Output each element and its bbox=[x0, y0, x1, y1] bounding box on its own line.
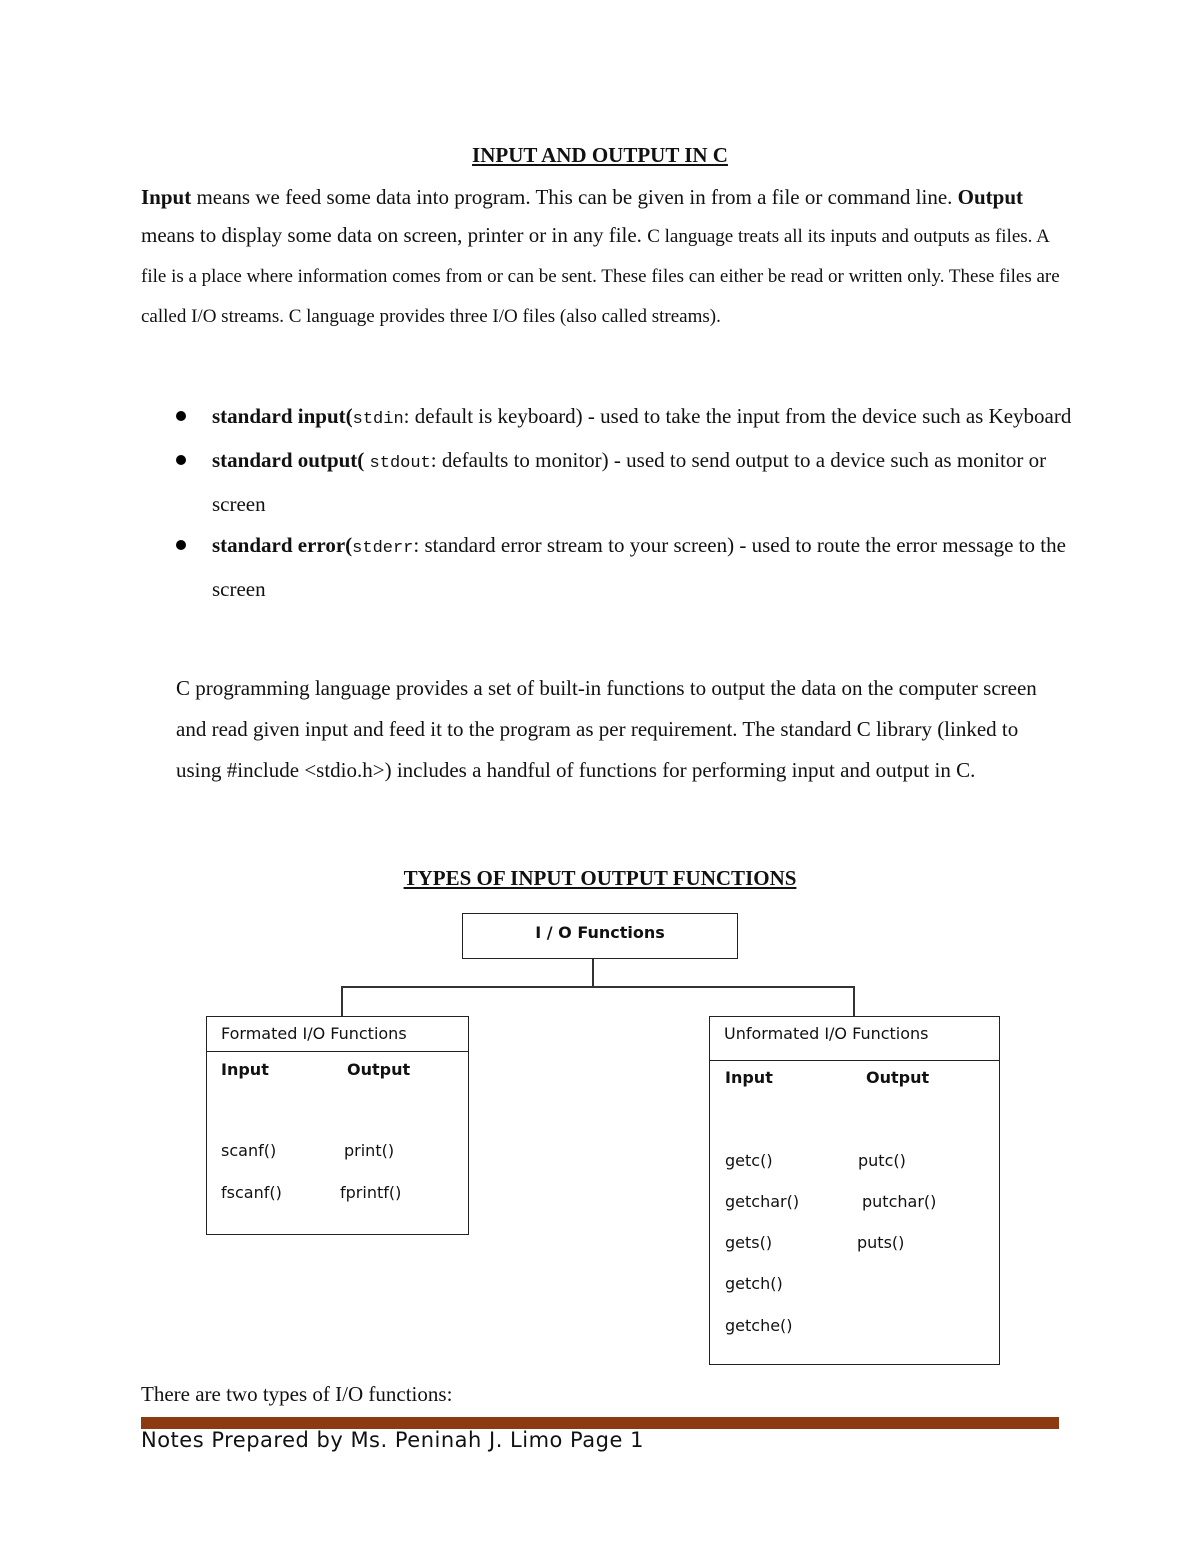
closing-text: There are two types of I/O functions: bbox=[141, 1382, 453, 1406]
bullet-label: standard output( bbox=[212, 448, 370, 472]
unformatted-title: Unformated I/O Functions bbox=[710, 1017, 999, 1061]
input-label: Input bbox=[141, 185, 192, 209]
bullet-icon bbox=[176, 540, 186, 550]
unformatted-output-fn: puts() bbox=[857, 1233, 905, 1252]
bullet-code: stdout bbox=[369, 454, 431, 473]
connector-line bbox=[341, 986, 855, 988]
bullet-label: standard input( bbox=[212, 404, 353, 428]
library-paragraph: C programming language provides a set of built-in functions to output the data on the computer screen and read given input and feed it to the program as per requirement. The standard C library (linked to using #include <stdio.h>) includes a handful of functions for performing input and output in C. bbox=[176, 676, 1037, 782]
connector-line bbox=[853, 986, 855, 1016]
formatted-output-fn: print() bbox=[344, 1141, 395, 1160]
connector-line bbox=[341, 986, 343, 1016]
unformatted-input-fn: getch() bbox=[725, 1274, 783, 1293]
unformatted-input-fn: gets() bbox=[725, 1233, 773, 1252]
bullet-code: stdin bbox=[352, 410, 404, 429]
root-label: I / O Functions bbox=[535, 923, 665, 942]
list-item bbox=[176, 396, 1076, 440]
output-text: means to display some data on screen, printer or in any file. bbox=[141, 223, 648, 247]
unformatted-input-fn: getchar() bbox=[725, 1192, 800, 1211]
formatted-input-fn: scanf() bbox=[221, 1141, 277, 1160]
unformatted-input-fn: getc() bbox=[725, 1151, 773, 1170]
bullet-text: : defaults to monitor) - used to send output to a device such as monitor or screen bbox=[212, 448, 1047, 516]
unformatted-output-header: Output bbox=[866, 1068, 930, 1087]
bullet-text: : default is keyboard) - used to take the input from the device such as Keyboard bbox=[403, 404, 1072, 428]
stream-list bbox=[176, 396, 1076, 610]
unformatted-input-header: Input bbox=[725, 1068, 773, 1087]
page-title: INPUT AND OUTPUT IN C bbox=[472, 143, 728, 167]
output-label: Output bbox=[957, 185, 1024, 209]
connector-line bbox=[592, 959, 594, 986]
intro-rest-text: C language treats all its inputs and outputs as files. A file is a place where information comes from or can be sent. These files can either be read or written only. These files are called I/O streams. C language provides three I/O files (also called streams). bbox=[141, 226, 1060, 327]
formatted-output-fn: fprintf() bbox=[340, 1183, 402, 1202]
root-box bbox=[462, 913, 738, 959]
formatted-input-header: Input bbox=[221, 1060, 269, 1079]
input-text: means we feed some data into program. This can be given in from a file or command line. bbox=[191, 185, 953, 209]
bullet-icon bbox=[176, 455, 186, 465]
bullet-code: stderr bbox=[352, 539, 414, 558]
section-title: TYPES OF INPUT OUTPUT FUNCTIONS bbox=[403, 866, 797, 890]
page-footer: Notes Prepared by Ms. Peninah J. Limo Page 1 bbox=[141, 1428, 644, 1452]
unformatted-box bbox=[709, 1016, 1000, 1365]
bullet-text: : standard error stream to your screen) - used to route the error message to the screen bbox=[212, 533, 1066, 601]
formatted-input-fn: fscanf() bbox=[221, 1183, 282, 1202]
formatted-title: Formated I/O Functions bbox=[207, 1017, 468, 1052]
unformatted-output-fn: putchar() bbox=[862, 1192, 937, 1211]
unformatted-output-fn: putc() bbox=[858, 1151, 906, 1170]
unformatted-input-fn: getche() bbox=[725, 1316, 793, 1335]
intro-paragraph bbox=[141, 178, 1071, 336]
formatted-output-header: Output bbox=[347, 1060, 411, 1079]
formatted-box bbox=[206, 1016, 469, 1235]
list-item bbox=[176, 440, 1076, 525]
bullet-icon bbox=[176, 411, 186, 421]
list-item bbox=[176, 525, 1076, 610]
bullet-label: standard error( bbox=[212, 533, 353, 557]
